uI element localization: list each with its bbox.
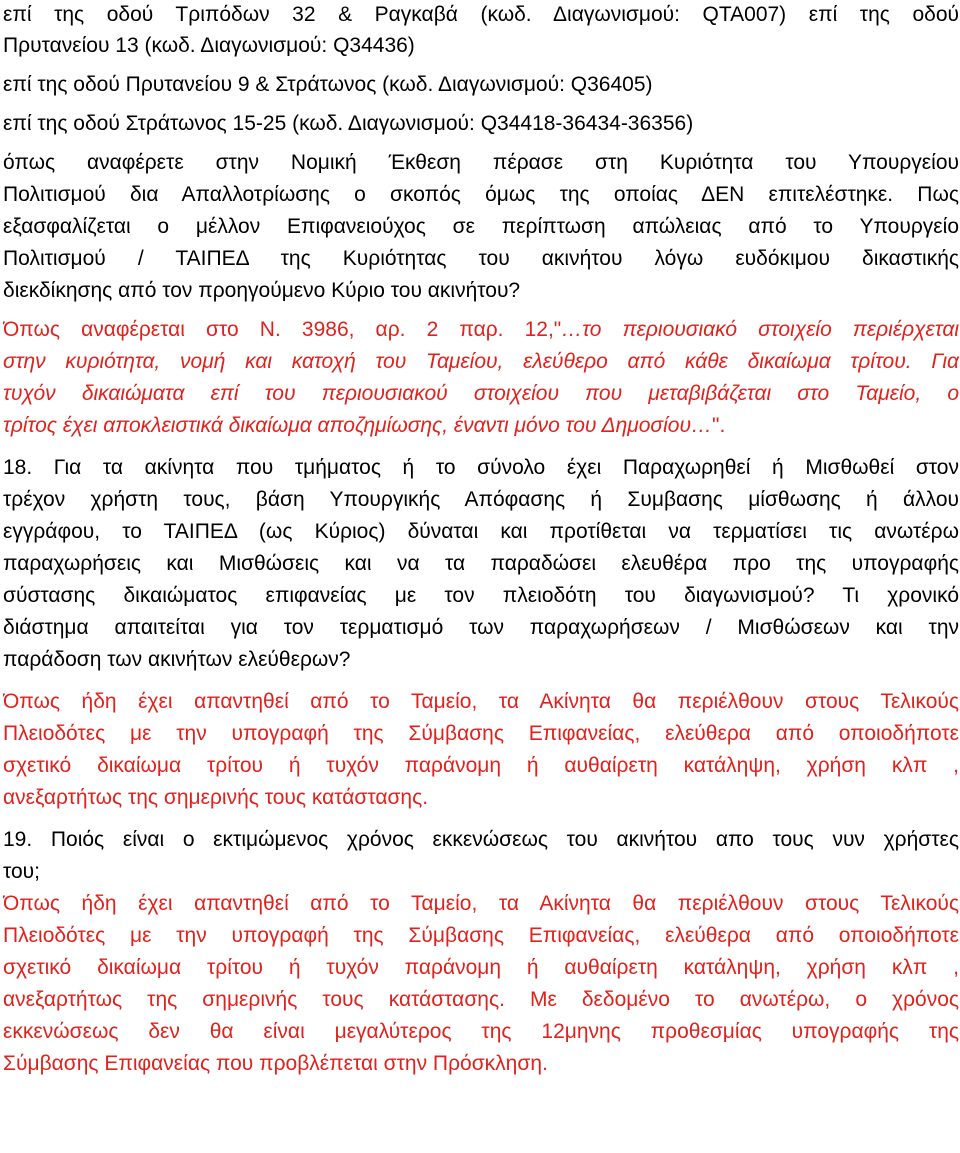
question-17 <box>3 147 959 307</box>
answer-line: σχετικό δικαίωμα τρίτου ή τυχόν παράνομη ή αυθαίρετη κατάληψη, χρήση κλπ , <box>3 754 959 777</box>
answer-line: Όπως ήδη έχει απαντηθεί από το Ταμείο, τα Ακίνητα θα περιέλθουν στους Τελικούς <box>3 690 959 713</box>
question-line: παράδοση των ακινήτων ελεύθερων? <box>3 648 351 671</box>
addresses-block <box>3 0 959 140</box>
question-line: διεκδίκησης από τον προηγούμενο Κύριο του ακινήτου? <box>3 279 521 302</box>
question-line: σύστασης δικαιώματος επιφανείας με τον πλειοδότη του διαγωνισμού? Τι χρονικό <box>3 584 959 607</box>
answer-line: Πλειοδότες με την υπογραφή της Σύμβασης Επιφανείας, ελεύθερα από οποιοδήποτε <box>3 924 959 947</box>
question-line: του; <box>3 860 40 883</box>
answer-17 <box>3 314 959 442</box>
question-line: εξασφαλίζεται ο μέλλον Επιφανειούχος σε περίπτωση απώλειας από το Υπουργείο <box>3 215 959 238</box>
answer-line: Πλειοδότες με την υπογραφή της Σύμβασης Επιφανείας, ελεύθερα από οποιοδήποτε <box>3 722 959 745</box>
answer-line: Όπως ήδη έχει απαντηθεί από το Ταμείο, τα Ακίνητα θα περιέλθουν στους Τελικούς <box>3 892 959 915</box>
address-line: επί της οδού Στράτωνος 15-25 (κωδ. Διαγωνισμού: Q34418-36434-36356) <box>3 112 694 135</box>
answer-19 <box>3 888 959 1080</box>
question-line: παραχωρήσεις και Μισθώσεις και να τα παραδώσει ελευθέρα προ της υπογραφής <box>3 552 959 575</box>
answer-line: σχετικό δικαίωμα τρίτου ή τυχόν παράνομη ή αυθαίρετη κατάληψη, χρήση κλπ , <box>3 956 959 979</box>
law-quote: τρίτος έχει αποκλειστικά δικαίωμα αποζημίωσης, έναντι μόνο του Δημοσίου… <box>3 414 712 437</box>
answer-line <box>3 410 959 442</box>
answer-text: ". <box>712 414 726 437</box>
answer-line: τυχόν δικαιώματα επί του περιουσιακού στοιχείου που μεταβιβάζεται στο Ταμείο, ο <box>3 382 959 405</box>
answer-text: Όπως αναφέρεται στο Ν. 3986, αρ. 2 παρ. 12," <box>3 318 562 341</box>
question-line: διάστημα απαιτείται για τον τερματισμό των παραχωρήσεων / Μισθώσεων και την <box>3 616 959 639</box>
address-line: Πρυτανείου 13 (κωδ. Διαγωνισμού: Q34436) <box>3 34 415 57</box>
question-line: τρέχον χρήστη τους, βάση Υπουργικής Απόφασης ή Συμβασης μίσθωσης ή άλλου <box>3 488 959 511</box>
law-quote: στην κυριότητα, νομή και κατοχή του Ταμείου, ελεύθερο από κάθε δικαίωμα τρίτου. Για <box>3 350 959 373</box>
answer-line: Σύμβασης Επιφανείας που προβλέπεται στην Πρόσκληση. <box>3 1052 548 1075</box>
question-18 <box>3 452 959 676</box>
address-line: επί της οδού Τριπόδων 32 & Ραγκαβά (κωδ. Διαγωνισμού: QTA007) επί της οδού <box>3 3 959 26</box>
answer-18 <box>3 686 959 814</box>
answer-line <box>3 314 959 346</box>
question-line: όπως αναφέρετε στην Νομική Έκθεση πέρασε στη Κυριότητα του Υπουργείου <box>3 151 959 174</box>
address-line: επί της οδού Πρυτανείου 9 & Στράτωνος (κωδ. Διαγωνισμού: Q36405) <box>3 73 653 96</box>
question-line: εγγράφου, το ΤΑΙΠΕΔ (ως Κύριος) δύναται και προτίθεται να τερματίσει τις ανωτέρω <box>3 520 959 543</box>
answer-line: εκκενώσεως δεν θα είναι μεγαλύτερος της 12μηνης προθεσμίας υπογραφής της <box>3 1020 959 1043</box>
question-line: Πολιτισμού / ΤΑΙΠΕΔ της Κυριότητας του ακινήτου λόγω ευδόκιμου δικαστικής <box>3 247 959 270</box>
question-19 <box>3 824 959 888</box>
law-quote: …το περιουσιακό στοιχείο περιέρχεται <box>561 318 959 341</box>
answer-line <box>3 346 959 378</box>
answer-line: ανεξαρτήτως της σημερινής τους κατάστασης. <box>3 786 429 809</box>
question-line: 18. Για τα ακίνητα που τμήματος ή το σύνολο έχει Παραχωρηθεί ή Μισθωθεί στον <box>3 456 959 479</box>
question-line: Πολιτισμού δια Απαλλοτρίωσης ο σκοπός όμως της οποίας ΔΕΝ επιτελέστηκε. Πως <box>3 183 959 206</box>
answer-line: ανεξαρτήτως της σημερινής τους κατάστασης. Με δεδομένο το ανωτέρω, ο χρόνος <box>3 988 959 1011</box>
question-line: 19. Ποιός είναι ο εκτιμώμενος χρόνος εκκενώσεως του ακινήτου απο τους νυν χρήστες <box>3 828 959 851</box>
